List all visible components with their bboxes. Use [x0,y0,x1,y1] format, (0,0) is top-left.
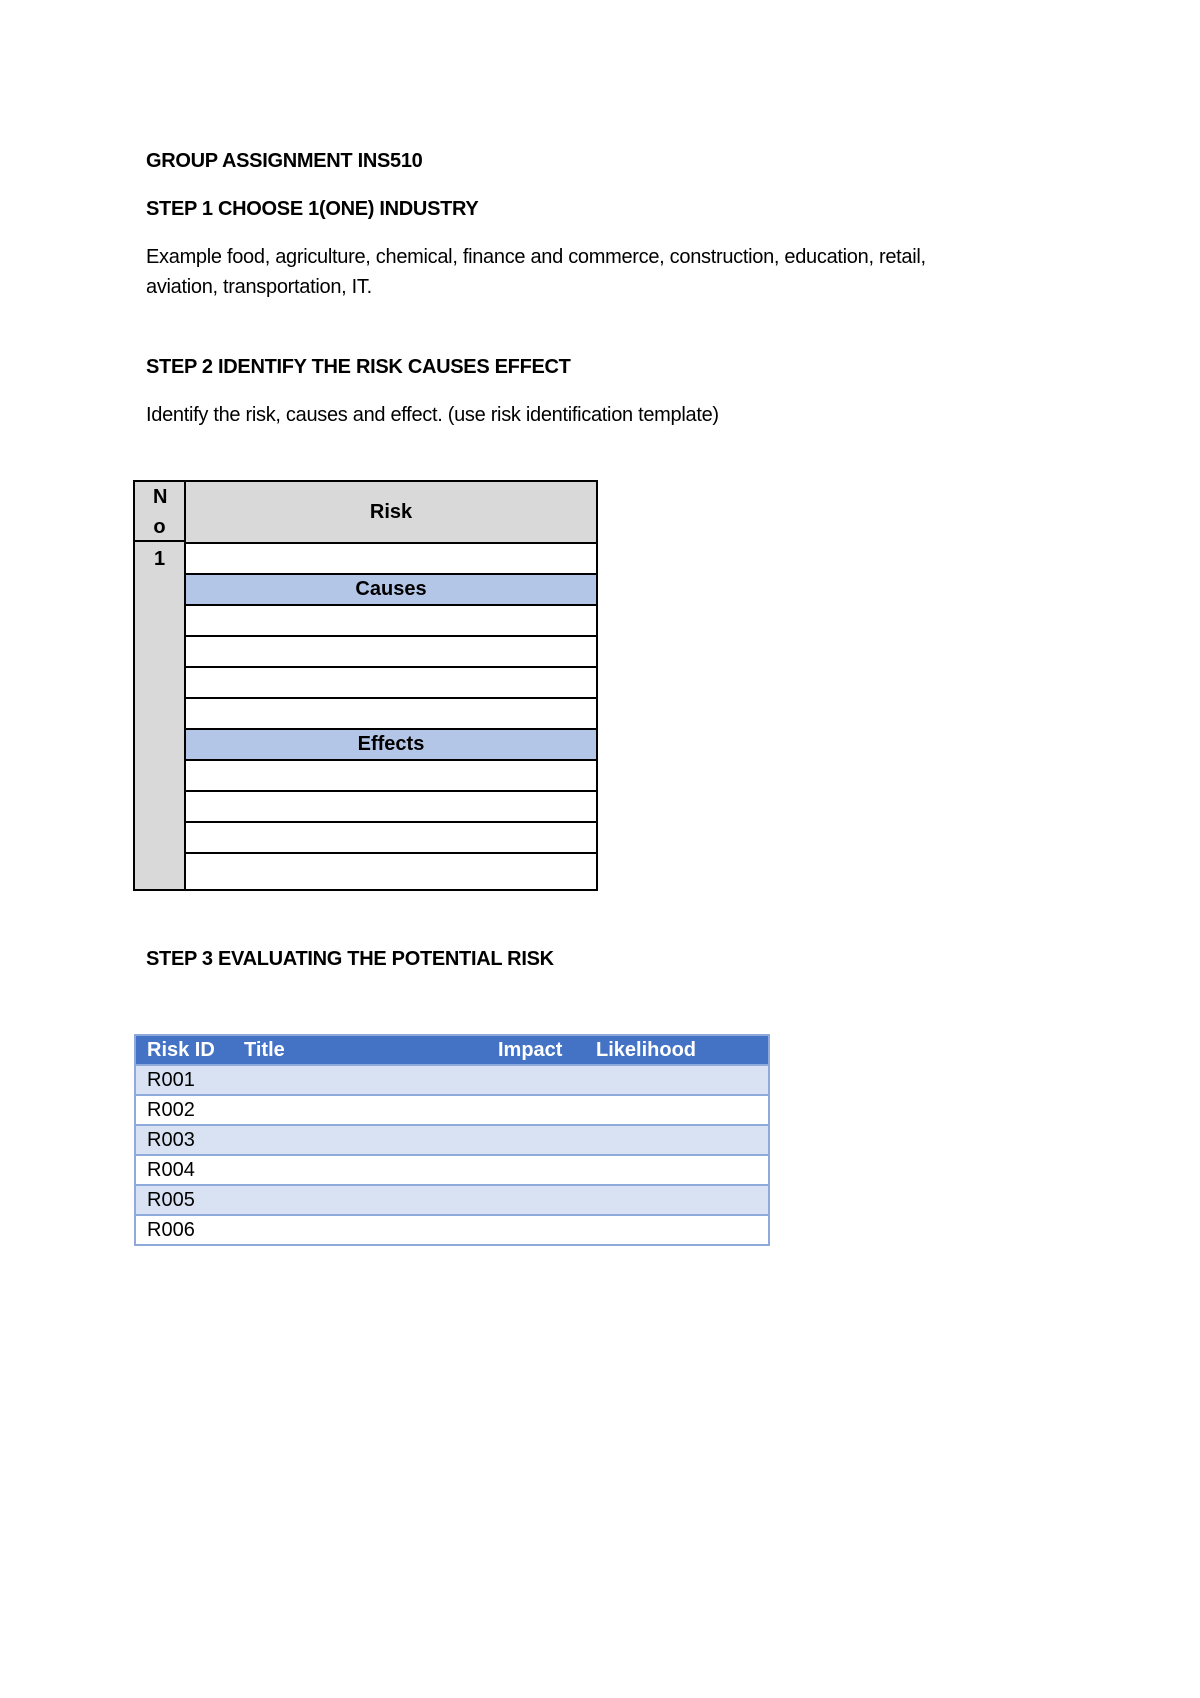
step1-body-line2: aviation, transportation, IT. [146,276,372,298]
step3-heading: STEP 3 EVALUATING THE POTENTIAL RISK [146,948,554,970]
cause-cell[interactable] [186,668,596,699]
risk-id-cell: R006 [147,1219,195,1241]
table-row[interactable] [136,1124,768,1154]
cause-cell[interactable] [186,606,596,637]
causes-band: Causes [186,575,596,606]
step1-heading: STEP 1 CHOOSE 1(ONE) INDUSTRY [146,198,479,220]
risk-id-cell: R005 [147,1189,195,1211]
header-likelihood: Likelihood [596,1039,696,1061]
header-impact: Impact [498,1039,563,1061]
table-row[interactable] [136,1184,768,1214]
effects-band: Effects [186,730,596,761]
risk-evaluation-table [134,1034,770,1246]
table-row[interactable] [136,1154,768,1184]
step2-body: Identify the risk, causes and effect. (use risk identification template) [146,404,719,426]
risk-id-cell: R001 [147,1069,195,1091]
table-row[interactable] [136,1094,768,1124]
risk-column-header: Risk [186,482,596,544]
effect-cell[interactable] [186,854,596,887]
effect-cell[interactable] [186,823,596,854]
no-column [135,482,186,889]
effect-cell[interactable] [186,761,596,792]
risk-id-cell: R003 [147,1129,195,1151]
effect-cell[interactable] [186,792,596,823]
document-title: GROUP ASSIGNMENT INS510 [146,150,423,172]
risk-id-cell: R002 [147,1099,195,1121]
step2-heading: STEP 2 IDENTIFY THE RISK CAUSES EFFECT [146,356,571,378]
cause-cell[interactable] [186,699,596,730]
table-row[interactable] [136,1214,768,1244]
evaluation-header-row [136,1036,768,1064]
risk-row-number: 1 [153,548,166,570]
risk-id-cell: R004 [147,1159,195,1181]
risk-identification-table [133,480,598,891]
cause-cell[interactable] [186,637,596,668]
step1-body-line1: Example food, agriculture, chemical, finance and commerce, construction, education, retail, [146,246,926,268]
table-row[interactable] [136,1064,768,1094]
no-column-header: No [135,482,184,542]
header-risk-id: Risk ID [147,1039,215,1061]
header-title: Title [244,1039,285,1061]
risk-entry-cell[interactable] [186,544,596,575]
